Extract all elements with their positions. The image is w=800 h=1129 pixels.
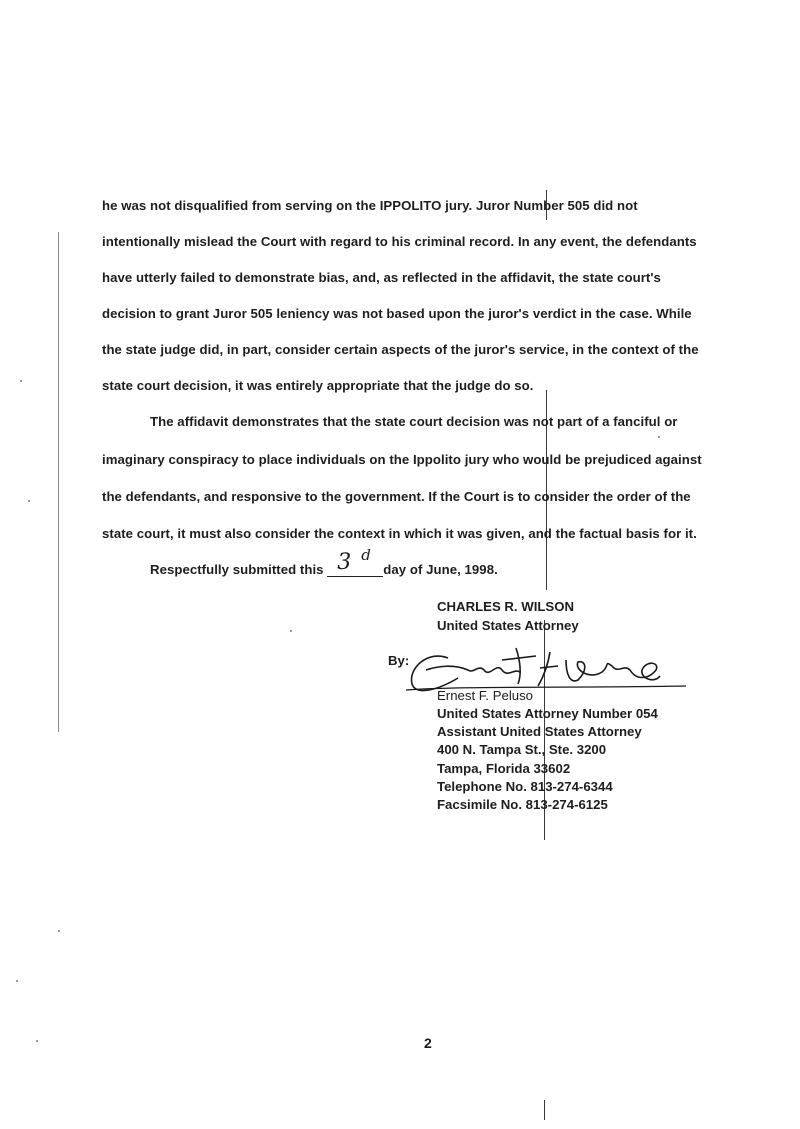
body-line: have utterly failed to demonstrate bias, and, as reflected in the affidavit, the state court's [102, 270, 661, 285]
body-line: state court, it must also consider the context in which it was given, and the factual basis for it. [102, 526, 697, 541]
body-line: intentionally mislead the Court with regard to his criminal record. In any event, the defendants [102, 234, 697, 249]
body-line: the state judge did, in part, consider certain aspects of the juror's service, in the context of the [102, 342, 699, 357]
submitted-line [150, 546, 800, 577]
scan-speck [290, 630, 292, 632]
page-number: 2 [424, 1035, 432, 1051]
handwritten-day: 3 [337, 550, 352, 575]
body-line: he was not disqualified from serving on the IPPOLITO jury. Juror Number 505 did not [102, 198, 638, 213]
body-line: state court decision, it was entirely appropriate that the judge do so. [102, 378, 534, 393]
signer-line: United States Attorney Number 054 [437, 706, 658, 721]
signer-line: 400 N. Tampa St., Ste. 3200 [437, 742, 607, 757]
scan-speck [36, 1040, 38, 1042]
signer-line: Assistant United States Attorney [437, 724, 642, 739]
body-line: The affidavit demonstrates that the state court decision was not part of a fanciful or [150, 414, 678, 429]
scan-speck [16, 980, 18, 982]
body-line: the defendants, and responsive to the government. If the Court is to consider the order of the [102, 489, 691, 504]
by-label: By: [388, 653, 410, 668]
scan-artifact-line [544, 1100, 545, 1120]
attorney-title: United States Attorney [437, 618, 579, 633]
attorney-name: CHARLES R. WILSON [437, 599, 575, 614]
scan-speck [58, 930, 60, 932]
signer-name: Ernest F. Peluso [437, 688, 534, 703]
body-line: imaginary conspiracy to place individuals on the Ippolito jury who would be prejudiced against [102, 452, 702, 467]
signer-line: Tampa, Florida 33602 [437, 761, 571, 776]
date-blank [327, 546, 383, 577]
scan-artifact-line [58, 232, 59, 732]
scan-speck [658, 436, 660, 438]
scan-speck [20, 380, 22, 382]
submitted-suffix: day of June, 1998. [383, 562, 498, 577]
body-line: decision to grant Juror 505 leniency was not based upon the juror's verdict in the case. While [102, 306, 692, 321]
signer-line: Telephone No. 813-274-6344 [437, 779, 613, 794]
submitted-prefix: Respectfully submitted this [150, 562, 324, 577]
handwritten-day-suffix: d [361, 546, 371, 564]
scan-speck [28, 500, 30, 502]
signer-line: Facsimile No. 813-274-6125 [437, 797, 608, 812]
